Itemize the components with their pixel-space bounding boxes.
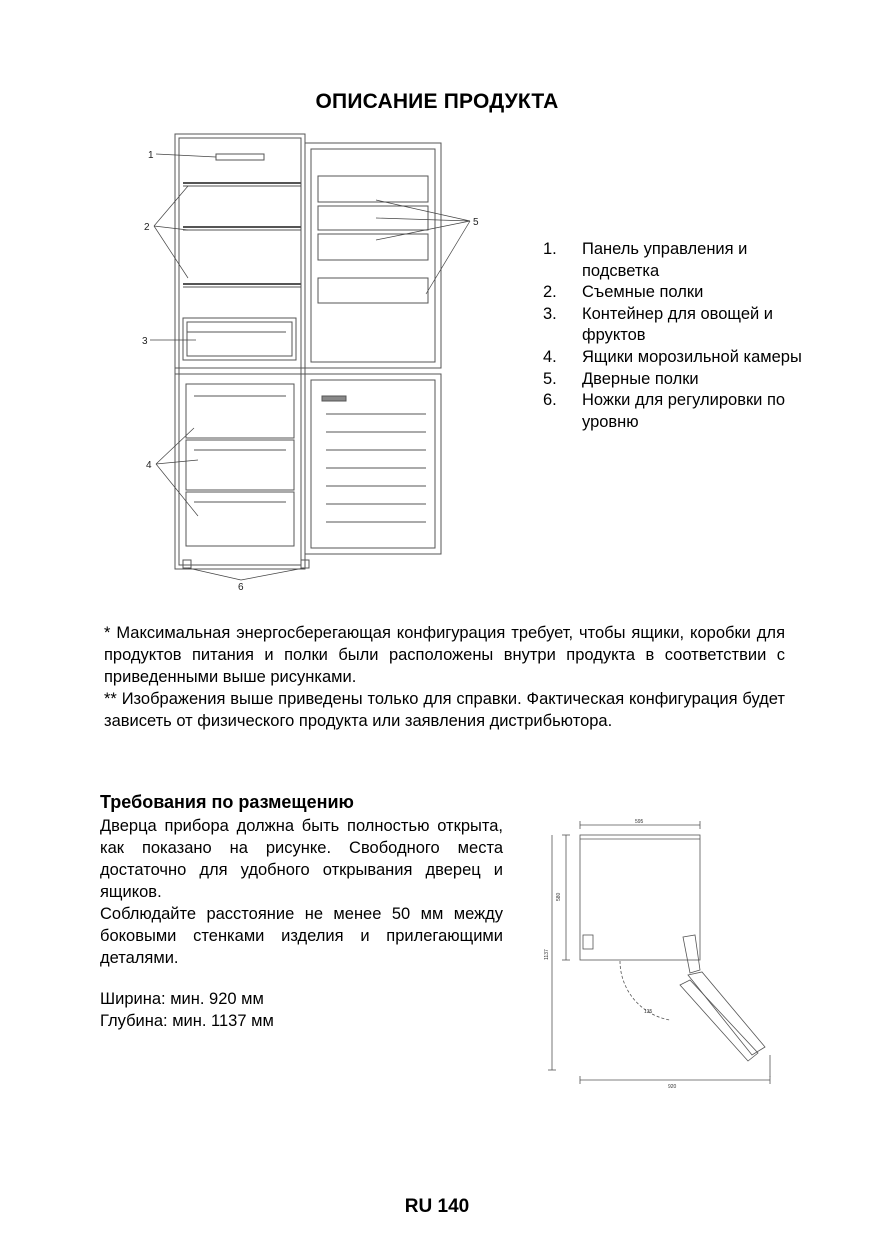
crisper-drawer bbox=[183, 318, 296, 360]
fridge-door bbox=[305, 143, 441, 368]
control-panel bbox=[216, 154, 264, 160]
legend-item bbox=[543, 239, 803, 282]
note-images-reference: ** Изображения выше приведены только для справки. Фактическая конфигурация будет зависеть от физического продукта или заявления дистрибьютора. bbox=[104, 690, 785, 730]
dim-top-width: 595 bbox=[635, 819, 644, 825]
legend-text: Панель управления и подсветка bbox=[582, 240, 748, 280]
open-door bbox=[683, 935, 700, 973]
legend-text: Ножки для регулировки по уровню bbox=[582, 391, 786, 431]
page-title: ОПИСАНИЕ ПРОДУКТА bbox=[315, 90, 559, 113]
dim-total-width: 920 bbox=[668, 1084, 677, 1090]
legend-number: 5. bbox=[543, 369, 557, 388]
legend-item bbox=[543, 282, 803, 304]
dim-body-depth: 580 bbox=[556, 892, 562, 901]
hinge-knob bbox=[583, 935, 593, 949]
placement-heading: Требования по размещению bbox=[100, 792, 354, 812]
note-energy-config: * Максимальная энергосберегающая конфигурация требует, чтобы ящики, коробки для продуктов питания и полки были расположены внутри продукта в соответствии с приведенными выше рисунками. bbox=[104, 624, 785, 686]
callout-2: 2 bbox=[144, 222, 150, 233]
callout-6: 6 bbox=[238, 582, 244, 593]
legend-number: 2. bbox=[543, 283, 557, 302]
legend-number: 1. bbox=[543, 240, 557, 258]
placement-diagram bbox=[540, 815, 780, 1090]
placement-text bbox=[100, 815, 503, 969]
legend-text: Съемные полки bbox=[582, 283, 704, 302]
legend-item bbox=[543, 304, 803, 347]
notes-section bbox=[104, 622, 785, 732]
legend-number: 4. bbox=[543, 347, 557, 366]
min-width: Ширина: мин. 920 мм bbox=[100, 990, 264, 1008]
page-number: RU 140 bbox=[404, 1196, 470, 1217]
appliance-top-view bbox=[580, 835, 700, 960]
min-depth: Глубина: мин. 1137 мм bbox=[100, 1012, 274, 1030]
freezer-drawer bbox=[186, 440, 294, 490]
freezer-drawer bbox=[186, 492, 294, 546]
callout-5: 5 bbox=[473, 217, 479, 228]
legend-item bbox=[543, 390, 803, 433]
legend-text: Ящики морозильной камеры bbox=[582, 347, 802, 366]
placement-paragraph-door: Дверца прибора должна быть полностью открыта, как показано на рисунке. Свободного места достаточно для удобного открывания дверец и ящиков. bbox=[100, 817, 503, 901]
dim-angle: 135 bbox=[644, 1009, 653, 1015]
dimensions-block bbox=[100, 988, 274, 1032]
callout-4: 4 bbox=[146, 460, 152, 471]
callout-3: 3 bbox=[142, 336, 148, 347]
leveling-foot bbox=[183, 560, 191, 568]
placement-paragraph-distance: Соблюдайте расстояние не менее 50 мм между боковыми стенками изделия и прилегающими деталями. bbox=[100, 905, 503, 967]
legend-number: 3. bbox=[543, 304, 557, 323]
fridge-diagram bbox=[136, 128, 496, 598]
legend-item bbox=[543, 347, 803, 369]
fridge-cabinet-outline bbox=[175, 134, 305, 569]
legend-number: 6. bbox=[543, 391, 557, 410]
legend-list bbox=[543, 239, 803, 433]
callout-1: 1 bbox=[148, 150, 154, 161]
legend-item bbox=[543, 369, 803, 391]
legend-text: Дверные полки bbox=[582, 369, 699, 388]
freezer-drawer bbox=[186, 384, 294, 438]
legend-text: Контейнер для овощей и фруктов bbox=[582, 304, 774, 345]
dim-total-depth: 1137 bbox=[544, 949, 550, 960]
open-door-drawer bbox=[688, 972, 765, 1055]
